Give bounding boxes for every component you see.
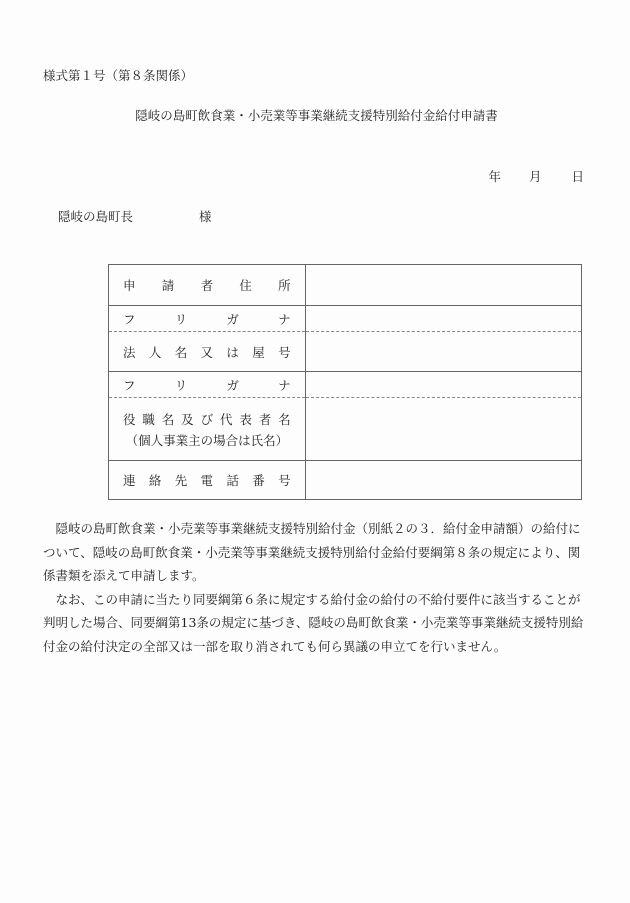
row-furigana-2	[109, 372, 582, 398]
row-corporate-name	[109, 332, 582, 372]
label-char: 表	[239, 411, 252, 427]
furigana-2-field[interactable]	[305, 372, 581, 398]
corporate-name-field[interactable]	[305, 332, 581, 372]
label-char: 住	[239, 278, 252, 293]
label-char: ガ	[226, 377, 239, 393]
paragraph-application: 隠岐の島町飲食業・小売業等事業継続支援特別給付金（別紙２の３．給付金申請額）の給付について、隠岐の島町飲食業・小売業等事業継続支援特別給付金給付要綱第８条の規定により、関係書類を添えて申請します。	[43, 521, 581, 583]
label-char: 者	[200, 278, 214, 293]
label-char: 話	[226, 473, 239, 488]
label-char: 又	[200, 344, 214, 360]
document-title: 隠岐の島町飲食業・小売業等事業継続支援特別給付金給付申請書	[135, 108, 498, 123]
label-char: ナ	[278, 311, 291, 327]
date-day-field[interactable]: 日	[571, 169, 584, 184]
label-representative-note: （個人事業主の場合は氏名）	[125, 432, 289, 448]
label-char: 名	[161, 411, 175, 427]
row-furigana-1	[109, 306, 582, 332]
label-char: 号	[278, 344, 291, 360]
label-char: 申	[123, 278, 136, 293]
label-char: 職	[142, 411, 155, 427]
row-applicant-address	[109, 265, 582, 306]
label-char: は	[226, 344, 239, 360]
applicant-address-field[interactable]	[305, 265, 581, 306]
addressee-honorific: 様	[199, 209, 212, 224]
application-form-table	[108, 264, 582, 500]
row-representative	[109, 398, 582, 461]
label-char: 役	[123, 411, 136, 427]
label-char: 号	[278, 473, 291, 488]
row-phone	[109, 461, 582, 500]
furigana-1-field[interactable]	[305, 306, 581, 332]
label-char: 電	[200, 473, 214, 488]
declaration-text	[43, 517, 589, 658]
paragraph-waiver: なお、この申請に当たり同要綱第６条に規定する給付金の給付の不給付要件に該当することが判明した場合、同要綱第13条の規定に基づき、隠岐の島町飲食業・小売業等事業継続支援特別給付金の給付決定の全部又は一部を取り消されても何ら異議の申立てを行いません。	[43, 591, 584, 654]
label-char: ガ	[226, 311, 239, 327]
label-char: 者	[258, 411, 272, 427]
label-char: 法	[123, 344, 136, 360]
label-char: 及	[181, 411, 194, 427]
label-char: 所	[278, 278, 291, 293]
label-char: 請	[161, 278, 175, 293]
form-number: 様式第１号（第８条関係）	[43, 68, 194, 83]
label-char: リ	[174, 377, 188, 393]
label-char: 連	[123, 473, 136, 488]
label-corporate-name	[109, 332, 306, 372]
label-char: リ	[174, 311, 188, 327]
label-phone	[109, 461, 306, 500]
label-char: 名	[174, 344, 188, 360]
label-char: 先	[174, 473, 188, 488]
label-char: 絡	[148, 473, 162, 488]
label-applicant-address	[109, 265, 306, 306]
representative-field[interactable]	[305, 398, 581, 461]
label-char: び	[200, 411, 214, 427]
label-char: 名	[278, 411, 291, 427]
label-char: 人	[148, 344, 162, 360]
date-line	[488, 167, 584, 185]
label-furigana-2	[109, 372, 306, 398]
label-char: 代	[219, 411, 233, 427]
label-char: 番	[252, 473, 265, 488]
addressee-name: 隠岐の島町長	[58, 209, 134, 224]
phone-field[interactable]	[305, 461, 581, 500]
label-furigana-1	[109, 306, 306, 332]
date-month-field[interactable]: 月	[528, 169, 542, 184]
date-year-field[interactable]: 年	[488, 169, 501, 184]
label-char: フ	[123, 311, 136, 327]
addressee	[58, 207, 212, 225]
label-representative	[109, 398, 306, 461]
label-char: フ	[123, 377, 136, 393]
label-char: 屋	[252, 344, 265, 360]
label-char: ナ	[278, 377, 291, 393]
